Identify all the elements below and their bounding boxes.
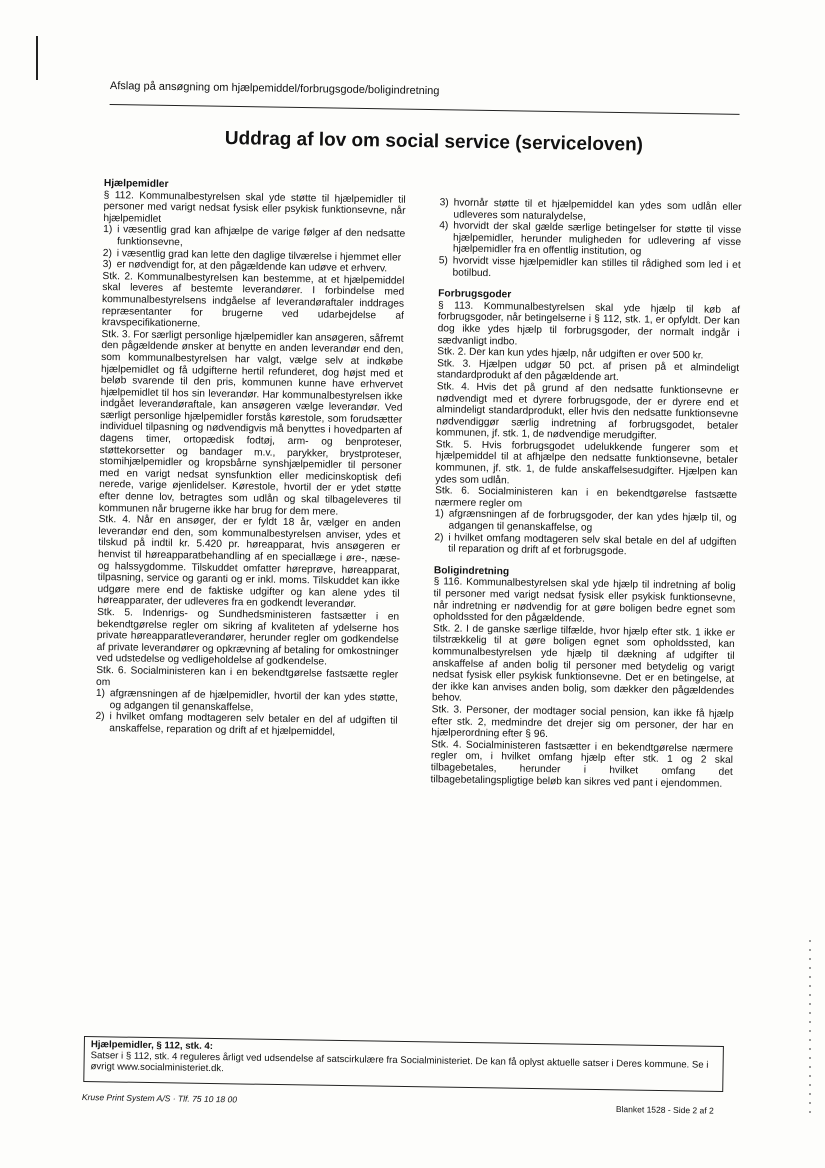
list-item-number: 3) <box>439 197 449 209</box>
footer-note-box <box>83 1036 724 1092</box>
list-item-number: 4) <box>439 220 449 232</box>
list-item-text: er nødvendigt for, at den pågældende kan udøve et erhverv. <box>116 259 388 275</box>
paragraph: Stk. 4. Socialministeren fastsætter i en bekendtgørelse nærmere regler om, i hvilket omfang hjælp efter stk. 1 og 2 skal tilbagebetales, herunder i hvilket omfang det tilbagebetalingspligtige beløb kan sikres ved pant i ejendommen. <box>430 738 734 790</box>
print-system-line: Kruse Print System A/S · Tlf. 75 10 18 00 <box>81 1092 238 1105</box>
paragraph: Stk. 3. For særligt personlige hjælpemidler kan ansøgeren, såfremt den pågældende ønsker at benytte en anden leverandør end den, som kommunalbestyrelsen har valgt, vælge selv at indkøbe hjælpemidlet og få udgifterne hertil refunderet, dog højst med et beløb svarende til den pris, kommunen kunne have erhvervet hjælpemidlet til hos sin leverandør. Har kommunalbestyrelsen ikke indgået leverandøraftale, kan ansøgeren vælge leverandør. Ved særligt personlige hjælpemidler forstås kørestole, som forudsætter individuel tilpasning og nødvendigvis må benyttes i hovedparten af dagens timer, ortopædisk fodtøj, arm- og benproteser, støttekorsetter og bandager m.v., parykker, brystproteser, stomihjælpemidler og kropsbårne synshjælpemidler til personer med en varigt nedsat synsfunktion eller medicinskoptisk defi nerede, varige øjenlidelser. Kørestole, hvortil der er ydet støtte efter denne lov, betragtes som udlån og skal tilbageleveres til kommunen når brugerne ikke har brug for dem mere. <box>98 328 404 518</box>
list-item-number: 2) <box>434 531 444 544</box>
paragraph: Stk. 5. Hvis forbrugsgodet udelukkende fungerer som et hjælpemiddel til at afhjælpe den nedsatte funktionsevne, betaler kommunen, jf. stk. 1, de fulde anskaffelsesudgifter. Hjælpen kan ydes som udlån. <box>435 439 738 487</box>
left-column <box>95 178 406 739</box>
section-heading: Boligindretning <box>433 565 510 578</box>
header-rule <box>110 104 740 115</box>
document-header <box>110 80 730 102</box>
list-item-text: afgrænsningen af de hjælpemidler, hvortil der kan ydes støtte, og adgangen til genanskaffelse, <box>109 688 398 714</box>
list-item-number: 3) <box>102 259 112 271</box>
paragraph: § 116. Kommunalbestyrelsen skal yde hjælp til indretning af bolig til personer med varigt nedsat fysisk eller psykisk funktionsevne, når indretning er nødvendig for at gøre boligen bedre egnet som opholdssted for den pågældende. <box>433 576 736 625</box>
list-item-number: 1) <box>434 508 444 520</box>
form-number: Blanket 1528 - Side 2 af 2 <box>615 1104 714 1116</box>
list-item-text: hvorvidt der skal gælde særlige betingelser for støtte til visse hjælpemidler, herunder muligheden for udlevering af visse hjælpemidler fra en offentlig institution, og <box>452 220 742 258</box>
paragraph: Stk. 4. Hvis det på grund af den nedsatte funktionsevne er nødvendigt med et dyrere forbrugsgode, der er dyrere end et almindeligt standardprodukt, eller hvis den nedsatte funktionsevne nødvendiggør særlig indretning af forbrugsgodet, betaler kommunen, jf. stk. 1, de nødvendige merudgifter. <box>435 381 739 442</box>
right-column <box>431 197 742 790</box>
list-item <box>439 220 742 260</box>
list-item-text: i væsentlig grad kan afhjælpe de varige følger af den nedsatte funktionsevne, <box>116 224 406 249</box>
paragraph: Stk. 6. Socialministeren kan i en bekendtgørelse fastsætte nærmere regler om <box>434 485 738 510</box>
list-item <box>438 255 740 283</box>
list-item-number: 2) <box>95 711 105 723</box>
paragraph: Stk. 4. Når en ansøger, der er fyldt 18 år, vælger en anden leverandør end den, som kommunalbestyrelsen anviser, ydes et tilskud på indtil kr. 5.420 pr. høreapparat, hvis ansøgeren er henvist til høreapparatbehandling af en speciallæge i øre-, næse- og halssygdomme. Tilskuddet omfatter høreprøve, høreapparat, tilpasning, service og garanti og er inkl. moms. Tilskuddet kan ikke udgøre mere end de faktiske udgifter og kan alene ydes til høreapparater, der udleveres fra en godkendt leverandør. <box>97 514 401 611</box>
margin-mark <box>36 36 38 80</box>
list-item-number: 2) <box>102 247 112 259</box>
list-item-text: i væsentlig grad kan lette den daglige tilværelse i hjemmet eller <box>116 247 402 264</box>
section-heading: Forbrugsgoder <box>438 288 512 301</box>
list-item-text: hvorvidt visse hjælpemidler kan stilles til rådighed som led i et botilbud. <box>452 255 741 279</box>
list-item <box>95 711 397 739</box>
page-title: Uddrag af lov om social service (serviceloven) <box>224 128 644 156</box>
paragraph: Stk. 2. Der kan kun ydes hjælp, når udgiften er over 500 kr. <box>437 346 704 362</box>
paragraph: Stk. 3. Personer, der modtager social pension, kan ikke få hjælp efter stk. 2, medmindre det drejer sig om personer, der har en hjælperordning efter § 96. <box>431 704 734 741</box>
document-subject: Afslag på ansøgning om hjælpemiddel/forbrugsgode/boligindretning <box>109 80 440 98</box>
paragraph: Stk. 2. I de ganske særlige tilfælde, hvor hjælp efter stk. 1 ikke er tilstrækkelig til at gøre boligen egnet som opholdssted, kan kommunalbestyrelsen yde hjælp til dækning af udgifter til anskaffelse af anden bolig til personer med betydelig og varigt nedsat fysisk eller psykisk funktionsevne. Det er en betingelse, at der ikke kan anvises anden bolig, som dækker den pågældendes behov. <box>431 623 736 705</box>
list-item-number: 1) <box>103 224 113 236</box>
footer-text: Satser i § 112, stk. 4 reguleres årligt ved udsendelse af satscirkulære fra Socialministeriet. De kan få oplyst aktuelle satser i Deres kommune. Se i øvrigt www.socialministeriet.dk. <box>90 1050 709 1075</box>
list-item-text: i hvilket omfang modtageren selv betaler en del af udgiften til anskaffelse, reparation og drift af et hjælpemiddel, <box>109 711 398 738</box>
paragraph: § 113. Kommunalbestyrelsen skal yde hjælp til køb af forbrugsgoder, når betingelserne i § 112, stk. 1, er opfyldt. Der kan dog ikke ydes hjælp til forbrugsgoder, der normalt indgår i sædvanligt indbo. <box>437 300 741 348</box>
list-item <box>434 532 736 560</box>
paragraph: Stk. 5. Indenrigs- og Sundhedsministeren fastsætter i en bekendtgørelse regler om sikring af kvaliteten af ydelserne hos private høreapparatleverandører, herunder regler om godkendelse af private leverandører og opkrævning af betaling for omkostninger ved udstedelse og vedligeholdelse af godkendelse. <box>96 606 400 668</box>
list-item-text: afgrænsningen af de forbrugsgoder, der kan ydes hjælp til, og adgangen til genanskaffelse, og <box>448 508 737 534</box>
section-heading: Hjælpemidler <box>103 178 169 191</box>
list-item-text: i hvilket omfang modtageren selv skal betale en del af udgiften til reparation og drift af et forbrugsgode. <box>448 532 737 558</box>
list-item-text: hvornår støtte til et hjælpemiddel kan ydes som udlån eller udleveres som naturalydelse, <box>453 197 742 223</box>
list-item-number: 1) <box>95 688 106 700</box>
scan-edge-marks <box>809 940 811 1120</box>
list-item-number: 5) <box>438 255 448 267</box>
paragraph: § 112. Kommunalbestyrelsen skal yde støtte til hjælpemidler til personer med varigt nedsat fysisk eller psykisk funktionsevne, når hjælpemidlet <box>103 189 406 225</box>
law-text <box>92 178 749 948</box>
footer-heading: Hjælpemidler, § 112, stk. 4: <box>90 1039 214 1053</box>
paragraph: Stk. 6. Socialministeren kan i en bekendtgørelse fastsætte regler om <box>95 664 399 688</box>
paragraph: Stk. 3. Hjælpen udgør 50 pct. af prisen på et almindeligt standardprodukt af den pågældende art. <box>436 357 740 384</box>
paragraph: Stk. 2. Kommunalbestyrelsen kan bestemme, at et hjælpemiddel skal leveres af bestemte leverandører. I forbindelse med kommunalbestyrelsens indgåelse af leverandøraftaler inddrages repræsentanter for brugerne ved udarbejdelse af kravspecifikationerne. <box>101 270 405 330</box>
